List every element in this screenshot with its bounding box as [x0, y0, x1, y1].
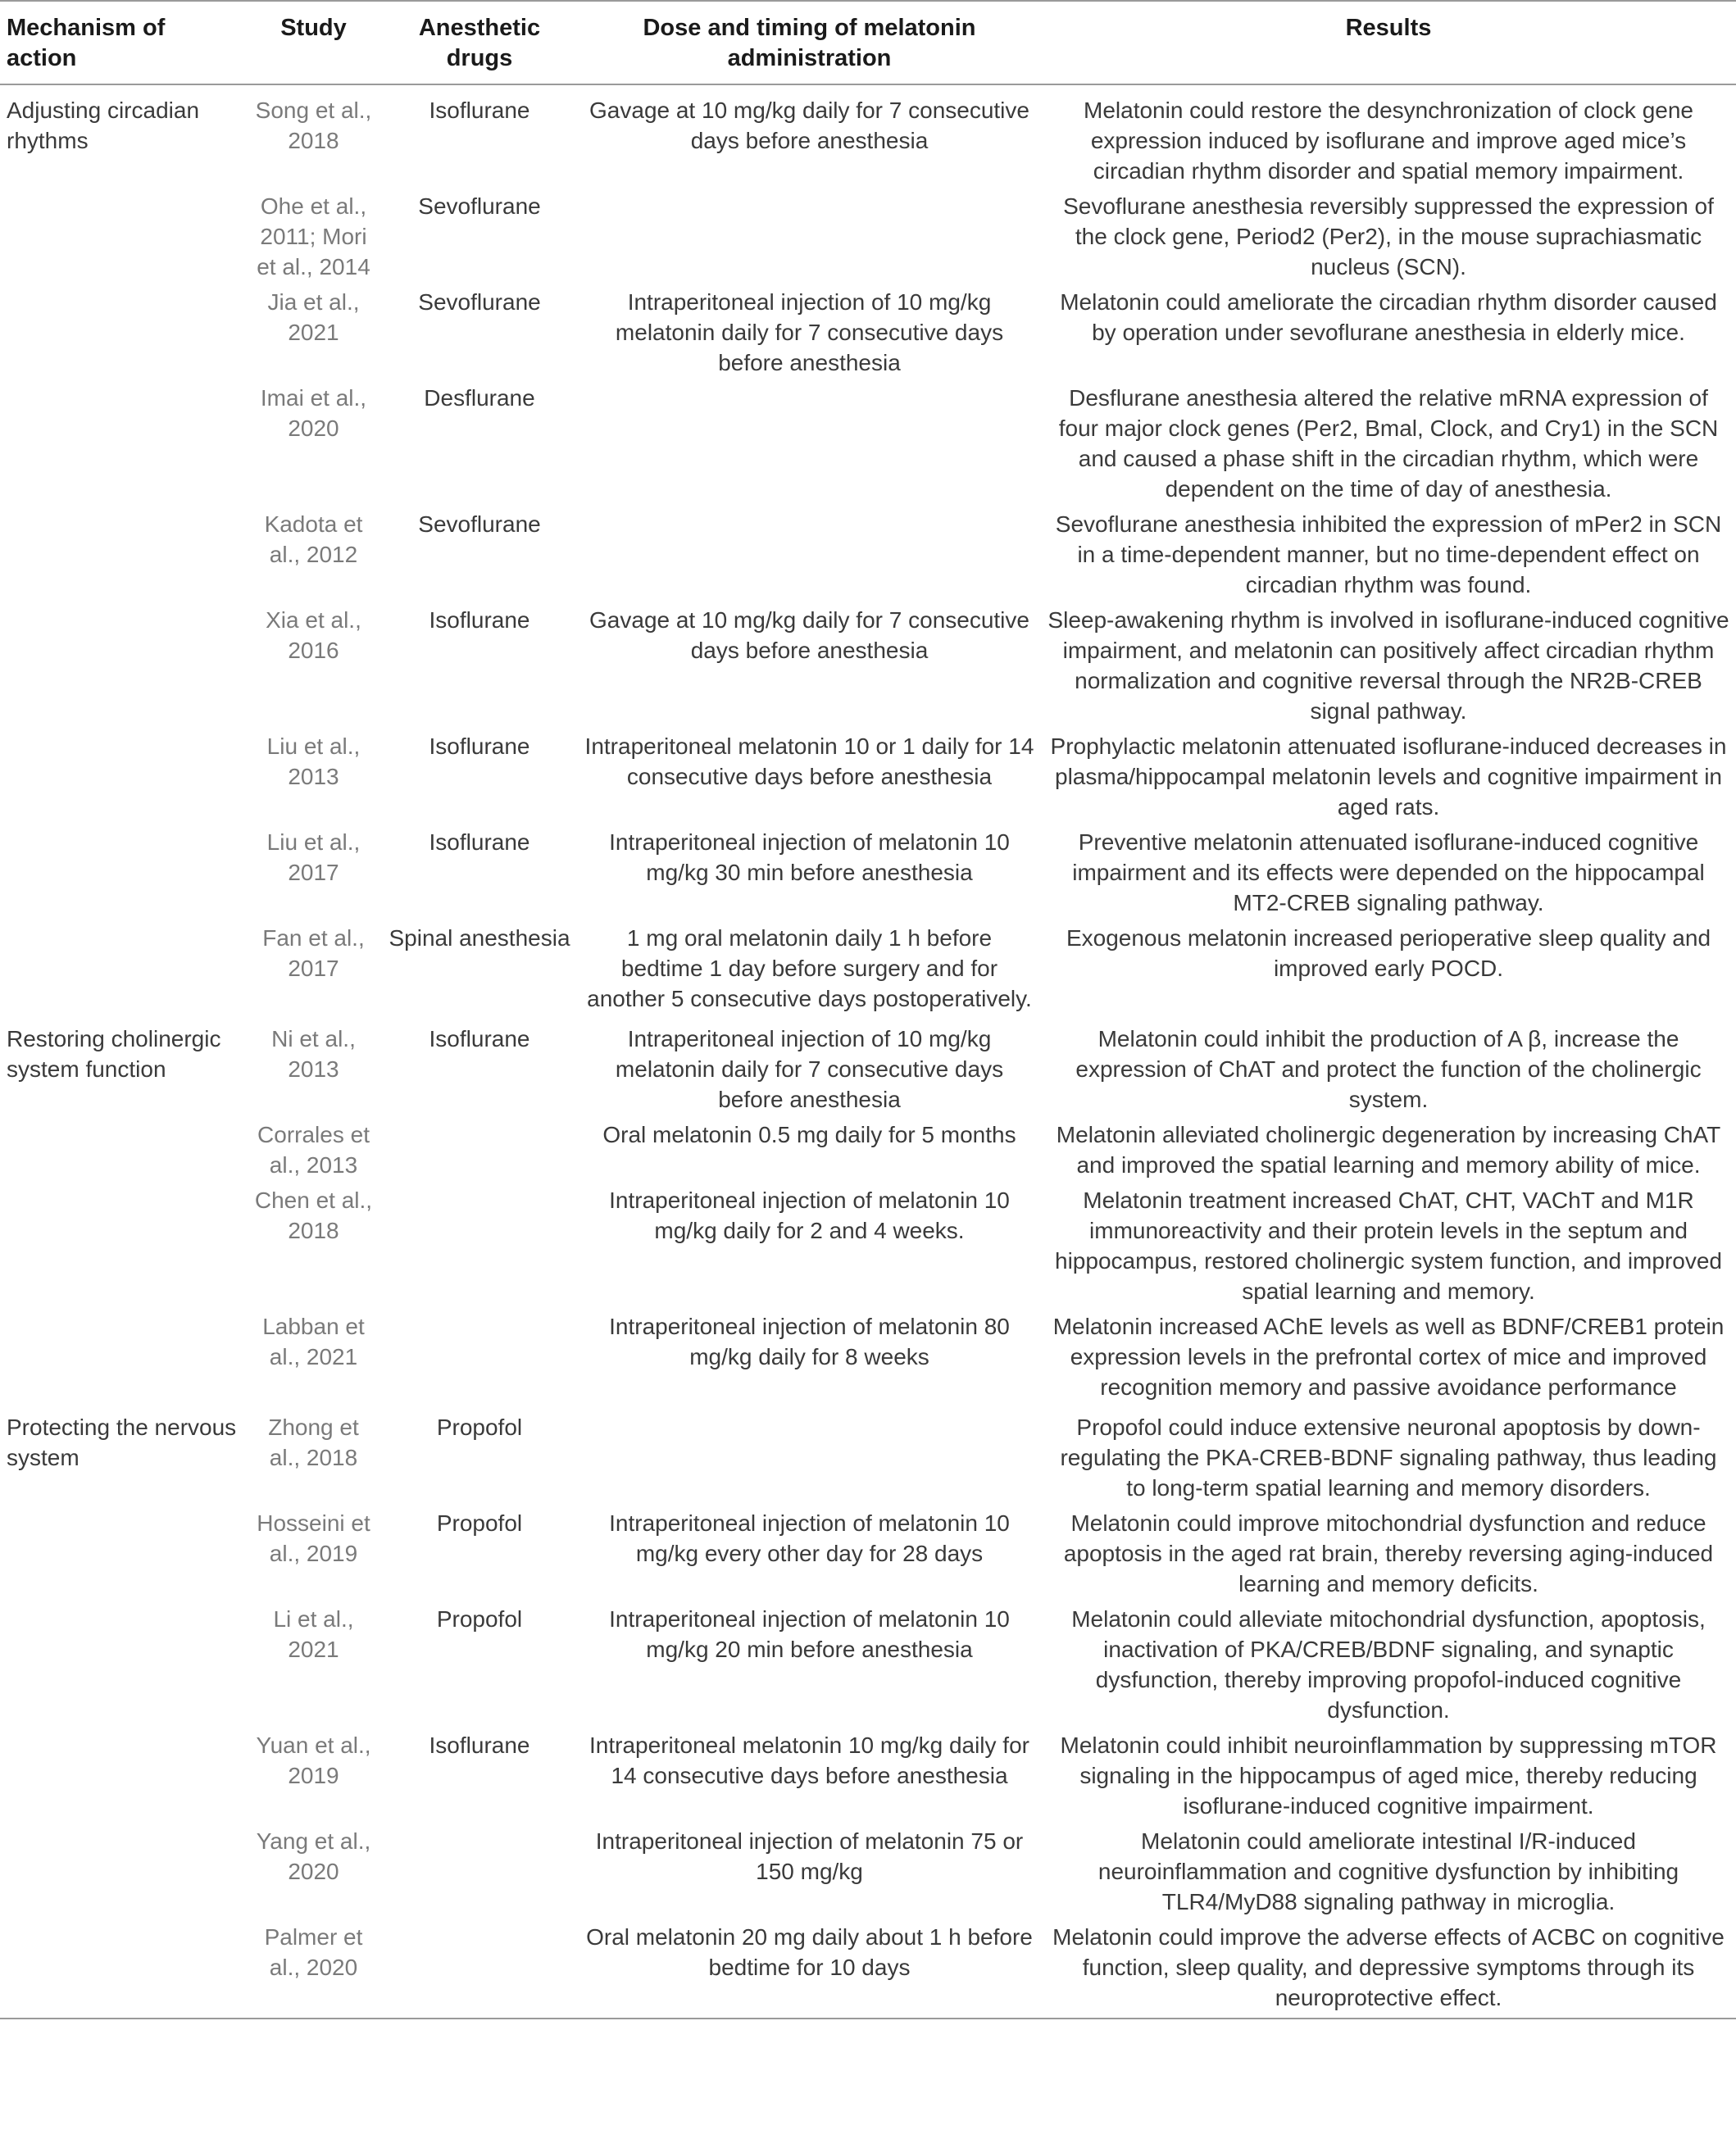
- cell-study: Liu et al., 2017: [266, 829, 361, 885]
- table-row: [0, 504, 1736, 600]
- table-header: [0, 1, 1736, 84]
- header-dose-timing: Dose and timing of melatonin administration: [643, 15, 976, 71]
- table-row: [0, 378, 1736, 504]
- cell-drug: [381, 1180, 578, 1306]
- cell-drug: [381, 1917, 578, 2019]
- cell-result: Melatonin could ameliorate the circadian rhythm disorder caused by operation under sevoflurane anesthesia in elderly mice.: [1060, 289, 1717, 345]
- cell-result: Propofol could induce extensive neuronal apoptosis by down-regulating the PKA-CREB-BDNF signaling pathway, thus leading to long-term spatial learning and memory disorders.: [1060, 1415, 1717, 1501]
- cell-study: Chen et al., 2018: [254, 1188, 373, 1243]
- cell-mechanism: [0, 1306, 246, 1402]
- cell-study: Song et al., 2018: [255, 98, 372, 153]
- cell-result: Melatonin could improve mitochondrial dysfunction and reduce apoptosis in the aged rat brain, thereby reversing aging-induced learning and memory deficits.: [1063, 1510, 1714, 1596]
- header-row: [0, 1, 1736, 84]
- cell-dose: Gavage at 10 mg/kg daily for 7 consecutive days before anesthesia: [589, 607, 1029, 663]
- cell-drug: Isoflurane: [429, 733, 530, 759]
- cell-dose: Intraperitoneal injection of melatonin 75 or 150 mg/kg: [595, 1828, 1024, 1884]
- table-row: [0, 1306, 1736, 1402]
- cell-drug: Isoflurane: [429, 1026, 530, 1051]
- cell-mechanism: [0, 1725, 246, 1821]
- cell-study: Xia et al., 2016: [266, 607, 361, 663]
- table-row: [0, 1180, 1736, 1306]
- cell-dose: Intraperitoneal injection of 10 mg/kg melatonin daily for 7 consecutive days before anesthesia: [615, 289, 1004, 375]
- table-row: [0, 84, 1736, 186]
- cell-mechanism: [0, 918, 246, 1014]
- cell-result: Melatonin could inhibit neuroinflammation by suppressing mTOR signaling in the hippocampus of aged mice, thereby reducing isoflurane-induced cognitive impairment.: [1060, 1733, 1717, 1819]
- table-row: [0, 918, 1736, 1014]
- cell-dose: [578, 504, 1041, 600]
- cell-dose: [578, 1402, 1041, 1503]
- cell-mechanism: [0, 378, 246, 504]
- table-row: [0, 600, 1736, 726]
- cell-result: Melatonin could ameliorate intestinal I/R-induced neuroinflammation and cognitive dysfunction by inhibiting TLR4/MyD88 signaling pathway in microglia.: [1097, 1828, 1679, 1914]
- cell-study: Ni et al., 2013: [271, 1026, 356, 1082]
- cell-drug: Isoflurane: [429, 607, 530, 633]
- cell-mechanism: [0, 1821, 246, 1917]
- cell-dose: [578, 378, 1041, 504]
- header-mechanism: Mechanism of action: [7, 15, 166, 71]
- cell-result: Exogenous melatonin increased perioperative sleep quality and improved early POCD.: [1066, 925, 1711, 981]
- table-row: [0, 1503, 1736, 1599]
- table-row: [0, 726, 1736, 822]
- table-row: [0, 1115, 1736, 1180]
- cell-result: Melatonin alleviated cholinergic degeneration by increasing ChAT and improved the spatial learning and memory ability of mice.: [1056, 1122, 1721, 1178]
- cell-mechanism: [0, 726, 246, 822]
- cell-mechanism: [0, 1115, 246, 1180]
- table-row: [0, 1821, 1736, 1917]
- cell-mechanism: [0, 1599, 246, 1725]
- cell-mechanism: Restoring cholinergic system function: [7, 1026, 221, 1082]
- header-results: Results: [1345, 15, 1432, 41]
- cell-dose: Intraperitoneal injection of melatonin 10 mg/kg 20 min before anesthesia: [609, 1606, 1010, 1662]
- cell-drug: Propofol: [436, 1606, 523, 1632]
- cell-drug: Propofol: [436, 1415, 523, 1440]
- cell-study: Labban et al., 2021: [262, 1314, 365, 1369]
- cell-mechanism: [0, 600, 246, 726]
- cell-dose: Intraperitoneal injection of melatonin 10 mg/kg daily for 2 and 4 weeks.: [609, 1188, 1010, 1243]
- cell-mechanism: [0, 186, 246, 282]
- cell-study: Jia et al., 2021: [267, 289, 360, 345]
- cell-study: Liu et al., 2013: [266, 733, 361, 789]
- table-row: [0, 1599, 1736, 1725]
- header-anesthetic-drugs: Anesthetic drugs: [418, 15, 541, 71]
- cell-mechanism: Adjusting circadian rhythms: [7, 98, 200, 153]
- cell-result: Sevoflurane anesthesia inhibited the expression of mPer2 in SCN in a time-dependent manner, but no time-dependent effect on circadian rhythm was found.: [1055, 511, 1722, 597]
- cell-drug: [381, 1115, 578, 1180]
- cell-dose: Intraperitoneal injection of melatonin 80 mg/kg daily for 8 weeks: [609, 1314, 1010, 1369]
- cell-dose: Intraperitoneal melatonin 10 mg/kg daily for 14 consecutive days before anesthesia: [589, 1733, 1029, 1788]
- cell-study: Yang et al., 2020: [256, 1828, 371, 1884]
- cell-study: Palmer et al., 2020: [264, 1924, 363, 1980]
- table-row: [0, 186, 1736, 282]
- cell-result: Melatonin treatment increased ChAT, CHT, VAChT and M1R immunoreactivity and their protein levels in the septum and hippocampus, restored cholinergic system function, and improved spatial learning and memory.: [1055, 1188, 1722, 1304]
- cell-study: Zhong et al., 2018: [268, 1415, 359, 1470]
- cell-drug: Propofol: [436, 1510, 523, 1536]
- cell-study: Kadota et al., 2012: [264, 511, 363, 567]
- cell-drug: [381, 1306, 578, 1402]
- cell-dose: Intraperitoneal injection of melatonin 10 mg/kg every other day for 28 days: [609, 1510, 1010, 1566]
- cell-study: Hosseini et al., 2019: [257, 1510, 370, 1566]
- cell-drug: Isoflurane: [429, 1733, 530, 1758]
- cell-mechanism: [0, 1917, 246, 2019]
- cell-drug: Spinal anesthesia: [389, 925, 570, 951]
- cell-dose: [578, 186, 1041, 282]
- table-row: [0, 1725, 1736, 1821]
- cell-drug: [381, 1821, 578, 1917]
- cell-study: Corrales et al., 2013: [257, 1122, 370, 1178]
- cell-mechanism: [0, 822, 246, 918]
- cell-result: Preventive melatonin attenuated isoflurane-induced cognitive impairment and its effects were depended on the hippocampal MT2-CREB signaling pathway.: [1072, 829, 1705, 915]
- cell-result: Melatonin increased AChE levels as well as BDNF/CREB1 protein expression levels in the prefrontal cortex of mice and improved recognition memory and passive avoidance performance: [1052, 1314, 1725, 1400]
- table-row: [0, 1014, 1736, 1115]
- cell-dose: Intraperitoneal melatonin 10 or 1 daily for 14 consecutive days before anesthesia: [584, 733, 1034, 789]
- cell-study: Imai et al., 2020: [260, 385, 367, 441]
- cell-result: Sleep-awakening rhythm is involved in isoflurane-induced cognitive impairment, and melatonin can positively affect circadian rhythm normalization and cognitive reversal through the NR2B-CREB signal pathway.: [1048, 607, 1729, 724]
- table-row: [0, 282, 1736, 378]
- cell-mechanism: [0, 1180, 246, 1306]
- cell-mechanism: [0, 1503, 246, 1599]
- table-row: [0, 822, 1736, 918]
- cell-result: Prophylactic melatonin attenuated isoflurane-induced decreases in plasma/hippocampal melatonin levels and cognitive impairment in aged rats.: [1050, 733, 1727, 820]
- cell-dose: 1 mg oral melatonin daily 1 h before bedtime 1 day before surgery and for another 5 consecutive days postoperatively.: [587, 925, 1032, 1011]
- cell-study: Ohe et al., 2011; Mori et al., 2014: [257, 193, 370, 279]
- cell-drug: Sevoflurane: [418, 289, 541, 315]
- cell-mechanism: [0, 504, 246, 600]
- cell-result: Melatonin could alleviate mitochondrial dysfunction, apoptosis, inactivation of PKA/CREB/BDNF signaling, and synaptic dysfunction, thereby improving propofol-induced cognitive dysfunction.: [1071, 1606, 1706, 1723]
- cell-result: Melatonin could inhibit the production of A β, increase the expression of ChAT and protect the function of the cholinergic system.: [1075, 1026, 1702, 1112]
- cell-drug: Isoflurane: [429, 98, 530, 123]
- cell-result: Sevoflurane anesthesia reversibly suppressed the expression of the clock gene, Period2 (Per2), in the mouse suprachiasmatic nucleus (SCN).: [1063, 193, 1714, 279]
- cell-dose: Gavage at 10 mg/kg daily for 7 consecutive days before anesthesia: [589, 98, 1029, 153]
- cell-study: Fan et al., 2017: [262, 925, 365, 981]
- cell-mechanism: Protecting the nervous system: [7, 1415, 237, 1470]
- cell-drug: Isoflurane: [429, 829, 530, 855]
- cell-drug: Desflurane: [424, 385, 535, 411]
- cell-drug: Sevoflurane: [418, 193, 541, 219]
- cell-result: Melatonin could restore the desynchronization of clock gene expression induced by isoflurane and improve aged mice’s circadian rhythm disorder and spatial memory impairment.: [1084, 98, 1693, 184]
- cell-result: Melatonin could improve the adverse effects of ACBC on cognitive function, sleep quality, and depressive symptoms through its neuroprotective effect.: [1052, 1924, 1725, 2010]
- table-row: [0, 1917, 1736, 2019]
- cell-dose: Oral melatonin 20 mg daily about 1 h before bedtime for 10 days: [586, 1924, 1033, 1980]
- cell-result: Desflurane anesthesia altered the relative mRNA expression of four major clock genes (Per2, Bmal, Clock, and Cry1) in the SCN and caused a phase shift in the circadian rhythm, which were dependent on the time of day of anesthesia.: [1058, 385, 1719, 502]
- header-study: Study: [280, 15, 347, 41]
- cell-dose: Intraperitoneal injection of melatonin 10 mg/kg 30 min before anesthesia: [609, 829, 1010, 885]
- cell-study: Li et al., 2021: [273, 1606, 354, 1662]
- cell-study: Yuan et al., 2019: [256, 1733, 371, 1788]
- table-body: [0, 84, 1736, 2019]
- cell-drug: Sevoflurane: [418, 511, 541, 537]
- cell-mechanism: [0, 282, 246, 378]
- cell-dose: Oral melatonin 0.5 mg daily for 5 months: [602, 1122, 1016, 1147]
- table-row: [0, 1402, 1736, 1503]
- cell-dose: Intraperitoneal injection of 10 mg/kg melatonin daily for 7 consecutive days before anesthesia: [615, 1026, 1004, 1112]
